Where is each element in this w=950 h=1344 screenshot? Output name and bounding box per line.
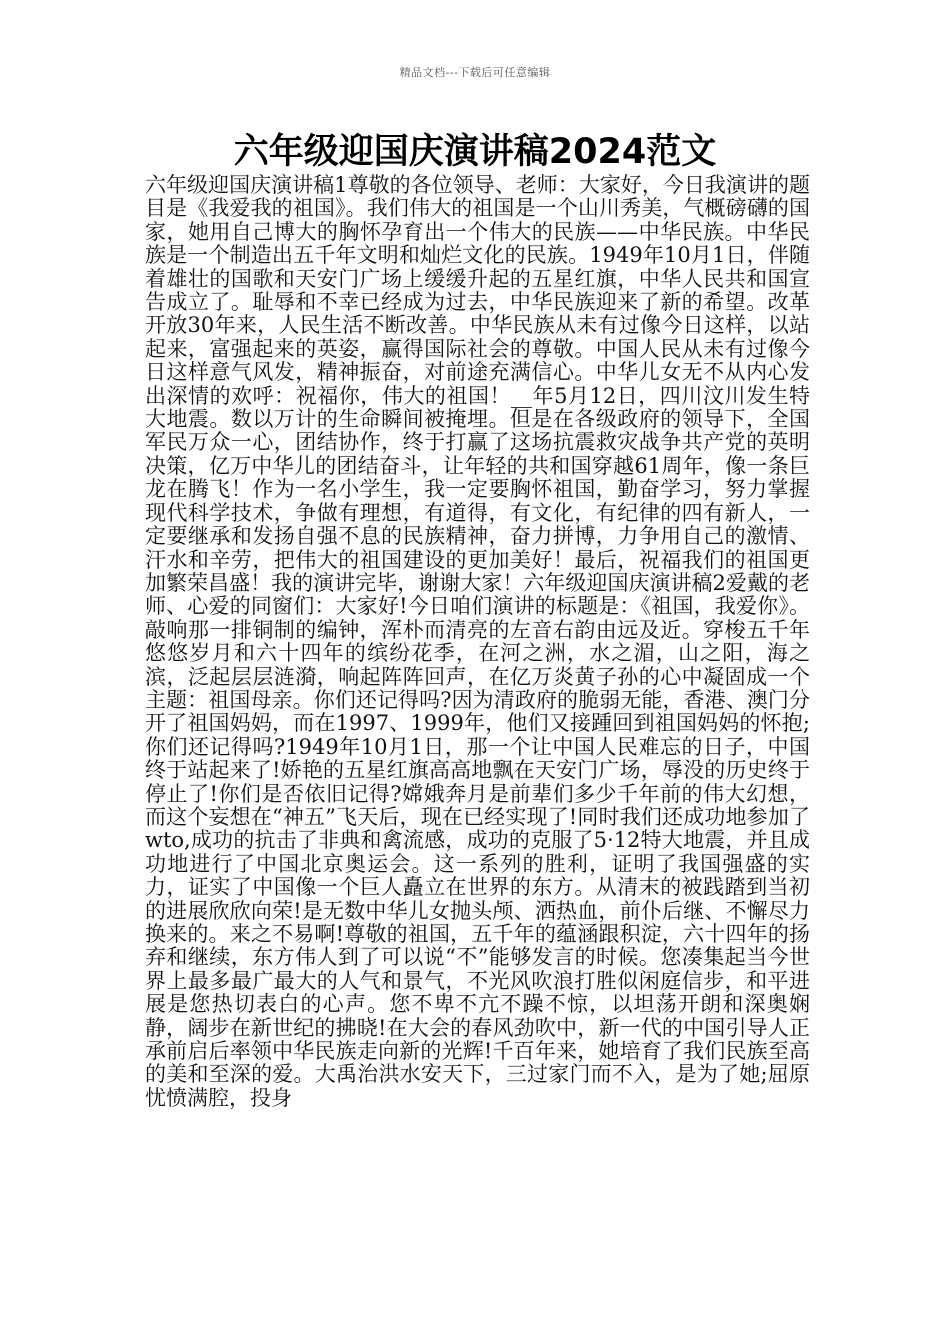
page-header-note: 精品文档---下载后可任意编辑 [399, 66, 551, 79]
document-body-text: 六年级迎国庆演讲稿1尊敬的各位领导、老师：大家好，今日我演讲的题目是《我爱我的祖国》。我们伟大的祖国是一个山川秀美，气概磅礴的国家，她用自己博大的胸怀孕育出一个伟大的民族——中华民族。中华民族是一个制造出五千年文明和灿烂文化的民族。1949年10月1日，伴随着雄壮的国歌和天安门广场上缓缓升起的五星红旗，中华人民共和国宣告成立了。耻辱和不幸已经成为过去，中华民族迎来了新的希望。改革开放30年来，人民生活不断改善。中华民族从未有过像今日这样，以站起来，富强起来的英姿，赢得国际社会的尊敬。中国人民从未有过像今日这样意气风发，精神振奋，对前途充满信心。中华儿女无不从内心发出深情的欢呼：祝福你，伟大的祖国！__年5月12日，四川汶川发生特大地震。数以万计的生命瞬间被掩埋。但是在各级政府的领导下，全国军民万众一心，团结协作，终于打赢了这场抗震救灾战争共产党的英明决策，亿万中华儿的团结奋斗，让年轻的共和国穿越61周年，像一条巨龙在腾飞！作为一名小学生，我一定要胸怀祖国，勤奋学习，努力掌握现代科学技术，争做有理想，有道得，有文化，有纪律的四有新人，一定要继承和发扬自强不息的民族精神，奋力拼博，力争用自己的激情、汗水和辛劳，把伟大的祖国建设的更加美好！最后，祝福我们的祖国更加繁荣昌盛！我的演讲完毕，谢谢大家！六年级迎国庆演讲稿2爱戴的老师、心爱的同窗们：大家好!今日咱们演讲的标题是：《祖国，我爱你》。敲响那一排铜制的编钟，浑朴而清亮的左音右韵由远及近。穿梭五千年悠悠岁月和六十四年的缤纷花季，在河之洲，水之湄，山之阳，海之滨，泛起层层涟漪，响起阵阵回声，在亿万炎黄子孙的心中凝固成一个主题：祖国母亲。你们还记得吗?因为清政府的脆弱无能，香港、澳门分开了祖国妈妈，而在1997、1999年，他们又接踵回到祖国妈妈的怀抱;你们还记得吗?1949年10月1日，那一个让中国人民难忘的日子，中国终于站起来了!娇艳的五星红旗高高地飘在天安门广场，辱没的历史终于停止了!你们是否依旧记得?嫦娥奔月是前辈们多少千年前的伟大幻想，而这个妄想在“神五”飞天后，现在已经实现了!同时我们还成功地参加了wto,成功的抗击了非典和禽流感，成功的克服了5·12特大地震，并且成功地进行了中国北京奥运会。这一系列的胜利，证明了我国强盛的实力，证实了中国像一个巨人矗立在世界的东方。从清末的被践踏到当初的进展欣欣向荣!是无数中华儿女抛头颅、洒热血，前仆后继、不懈尽力换来的。来之不易啊!尊敬的祖国，五千年的蕴涵跟积淀，六十四年的扬弃和继续，东方伟人到了可以说“不”能够发言的时候。您凑集起当今世界上最多最广最大的人气和景气，不光风吹浪打胜似闲庭信步，和平进展是您热切表白的心声。您不卑不亢不躁不惊，以坦荡开朗和深奥娴静，阔步在新世纪的拂晓!在大会的春风劲吹中，新一代的中国引导人正承前启后率领中华民族走向新的光辉!千百年来，她培育了我们民族至高的美和至深的爱。大禹治洪水安天下，三过家门而不入，是为了她;屈原忧愤满腔，投身 [145, 173, 810, 1110]
document-title: 六年级迎国庆演讲稿2024范文 [233, 132, 717, 172]
